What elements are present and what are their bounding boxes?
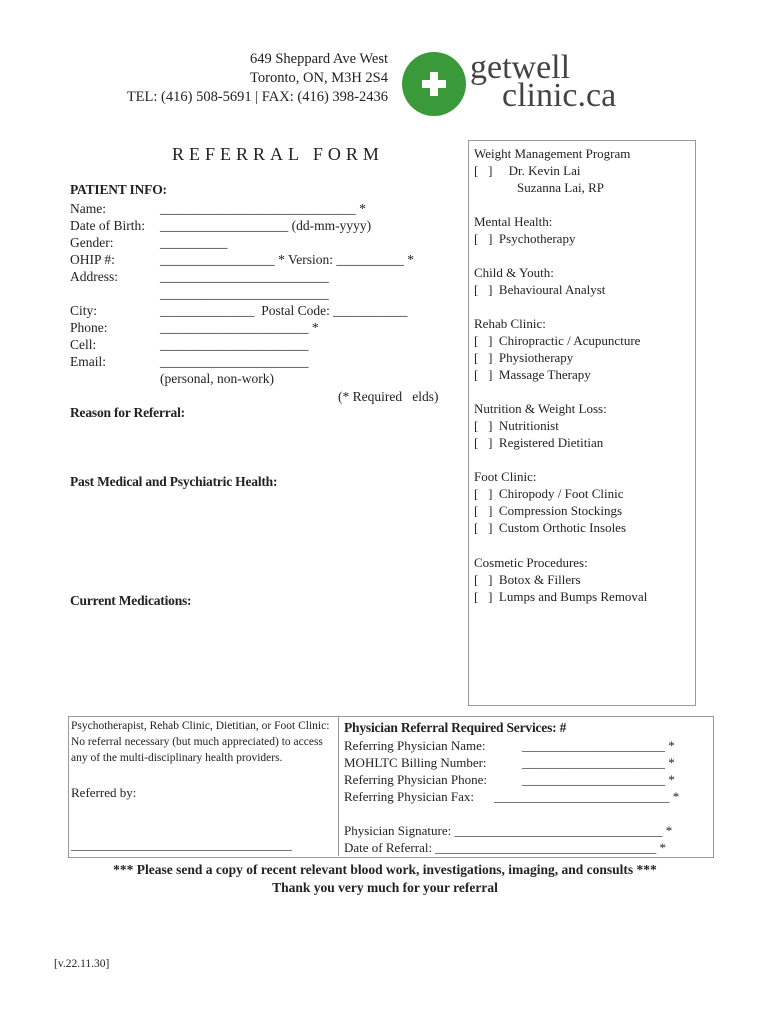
- clinic-address: [127, 50, 388, 107]
- dietitian-option[interactable]: [ ] Registered Dietitian: [474, 435, 604, 450]
- orthotic-insoles-option[interactable]: [ ] Custom Orthotic Insoles: [474, 520, 627, 535]
- physician-services-heading: Physician Referral Required Services: #: [344, 720, 567, 735]
- no-referral-line3: any of the multi-disciplinary health providers.: [71, 752, 283, 764]
- dob-field[interactable]: ___________________ (dd-mm-yyyy): [160, 218, 372, 233]
- physiotherapy-option[interactable]: [ ] Physiotherapy: [474, 350, 574, 365]
- physician-name-field[interactable]: ______________________ *: [522, 738, 675, 753]
- thank-you-note: Thank you very much for your referral: [272, 880, 498, 895]
- foot-clinic-heading: Foot Clinic:: [474, 469, 537, 484]
- weight-program-heading: Weight Management Program: [474, 146, 631, 161]
- referral-date-field[interactable]: Date of Referral: __________________________________ *: [344, 840, 667, 855]
- physician-signature-field[interactable]: Physician Signature: ________________________________ *: [344, 823, 673, 838]
- gender-field[interactable]: __________: [160, 235, 228, 250]
- patient-info-heading: PATIENT INFO:: [70, 182, 167, 197]
- psychotherapy-option[interactable]: [ ] Psychotherapy: [474, 231, 576, 246]
- form-title: REFERRAL FORM: [172, 144, 384, 164]
- child-youth-heading: Child & Youth:: [474, 265, 554, 280]
- nutritionist-option[interactable]: [ ] Nutritionist: [474, 418, 559, 433]
- name-label: Name:: [70, 201, 106, 216]
- city-label: City:: [70, 303, 98, 318]
- address-field-2[interactable]: _________________________: [160, 286, 329, 301]
- dob-label: Date of Birth:: [70, 218, 145, 233]
- compression-stockings-option[interactable]: [ ] Compression Stockings: [474, 503, 623, 518]
- email-field[interactable]: ______________________: [160, 354, 309, 369]
- logo-wordmark-top: getwell: [470, 49, 571, 86]
- cell-field[interactable]: ______________________: [160, 337, 309, 352]
- logo-wordmark-bottom: clinic.ca: [502, 77, 617, 114]
- billing-number-label: MOHLTC Billing Number:: [344, 755, 487, 770]
- ohip-label: OHIP #:: [70, 252, 115, 267]
- form-version: [v.22.11.30]: [54, 958, 110, 970]
- cell-label: Cell:: [70, 337, 97, 352]
- lumps-removal-option[interactable]: [ ] Lumps and Bumps Removal: [474, 589, 648, 604]
- city-postal-field[interactable]: ______________ Postal Code: ___________: [160, 303, 408, 318]
- name-field[interactable]: _____________________________ *: [160, 201, 366, 216]
- referred-by-label: Referred by:: [71, 785, 137, 800]
- chiropody-option[interactable]: [ ] Chiropody / Foot Clinic: [474, 486, 624, 501]
- past-medical-heading: Past Medical and Psychiatric Health:: [70, 474, 278, 489]
- referred-by-field[interactable]: __________________________________: [71, 837, 292, 852]
- address-label: Address:: [70, 269, 118, 284]
- massage-therapy-option[interactable]: [ ] Massage Therapy: [474, 367, 591, 382]
- behavioural-analyst-option[interactable]: [ ] Behavioural Analyst: [474, 282, 606, 297]
- email-note: (personal, non-work): [160, 371, 274, 386]
- ohip-field[interactable]: _________________ * Version: __________ *: [160, 252, 415, 267]
- email-label: Email:: [70, 354, 106, 369]
- physician-phone-label: Referring Physician Phone:: [344, 772, 487, 787]
- phone-label: Phone:: [70, 320, 108, 335]
- physician-fax-field[interactable]: ___________________________ *: [494, 789, 680, 804]
- mental-health-heading: Mental Health:: [474, 214, 553, 229]
- reason-heading: Reason for Referral:: [70, 405, 185, 420]
- address-street: 649 Sheppard Ave West: [249, 51, 388, 67]
- physician-fax-label: Referring Physician Fax:: [344, 789, 474, 804]
- physician-name-label: Referring Physician Name:: [344, 738, 486, 753]
- no-referral-line2: No referral necessary (but much appreciated) to access: [71, 736, 323, 748]
- weight-therapist: Suzanna Lai, RP: [517, 180, 605, 195]
- physician-phone-field[interactable]: ______________________ *: [522, 772, 675, 787]
- weight-doctor-option[interactable]: [ ] Dr. Kevin Lai: [474, 163, 581, 178]
- bloodwork-note: *** Please send a copy of recent relevant blood work, investigations, imaging, and consults ***: [113, 862, 657, 877]
- rehab-clinic-heading: Rehab Clinic:: [474, 316, 546, 331]
- no-referral-line1: Psychotherapist, Rehab Clinic, Dietitian, or Foot Clinic:: [71, 720, 330, 732]
- cross-icon: [422, 72, 446, 96]
- medications-heading: Current Medications:: [70, 593, 192, 608]
- billing-number-field[interactable]: ______________________ *: [522, 755, 675, 770]
- address-contact: TEL: (416) 508-5691 | FAX: (416) 398-2436: [126, 89, 388, 105]
- address-field-1[interactable]: _________________________: [160, 269, 329, 284]
- gender-label: Gender:: [70, 235, 114, 250]
- botox-option[interactable]: [ ] Botox & Fillers: [474, 572, 581, 587]
- referral-box-divider: [338, 716, 339, 856]
- address-city: Toronto, ON, M3H 2S4: [250, 70, 388, 86]
- chiropractic-option[interactable]: [ ] Chiropractic / Acupuncture: [474, 333, 641, 348]
- cosmetic-heading: Cosmetic Procedures:: [474, 555, 588, 570]
- phone-field[interactable]: ______________________ *: [160, 320, 319, 335]
- nutrition-heading: Nutrition & Weight Loss:: [474, 401, 607, 416]
- required-note: (* Required elds): [338, 389, 439, 404]
